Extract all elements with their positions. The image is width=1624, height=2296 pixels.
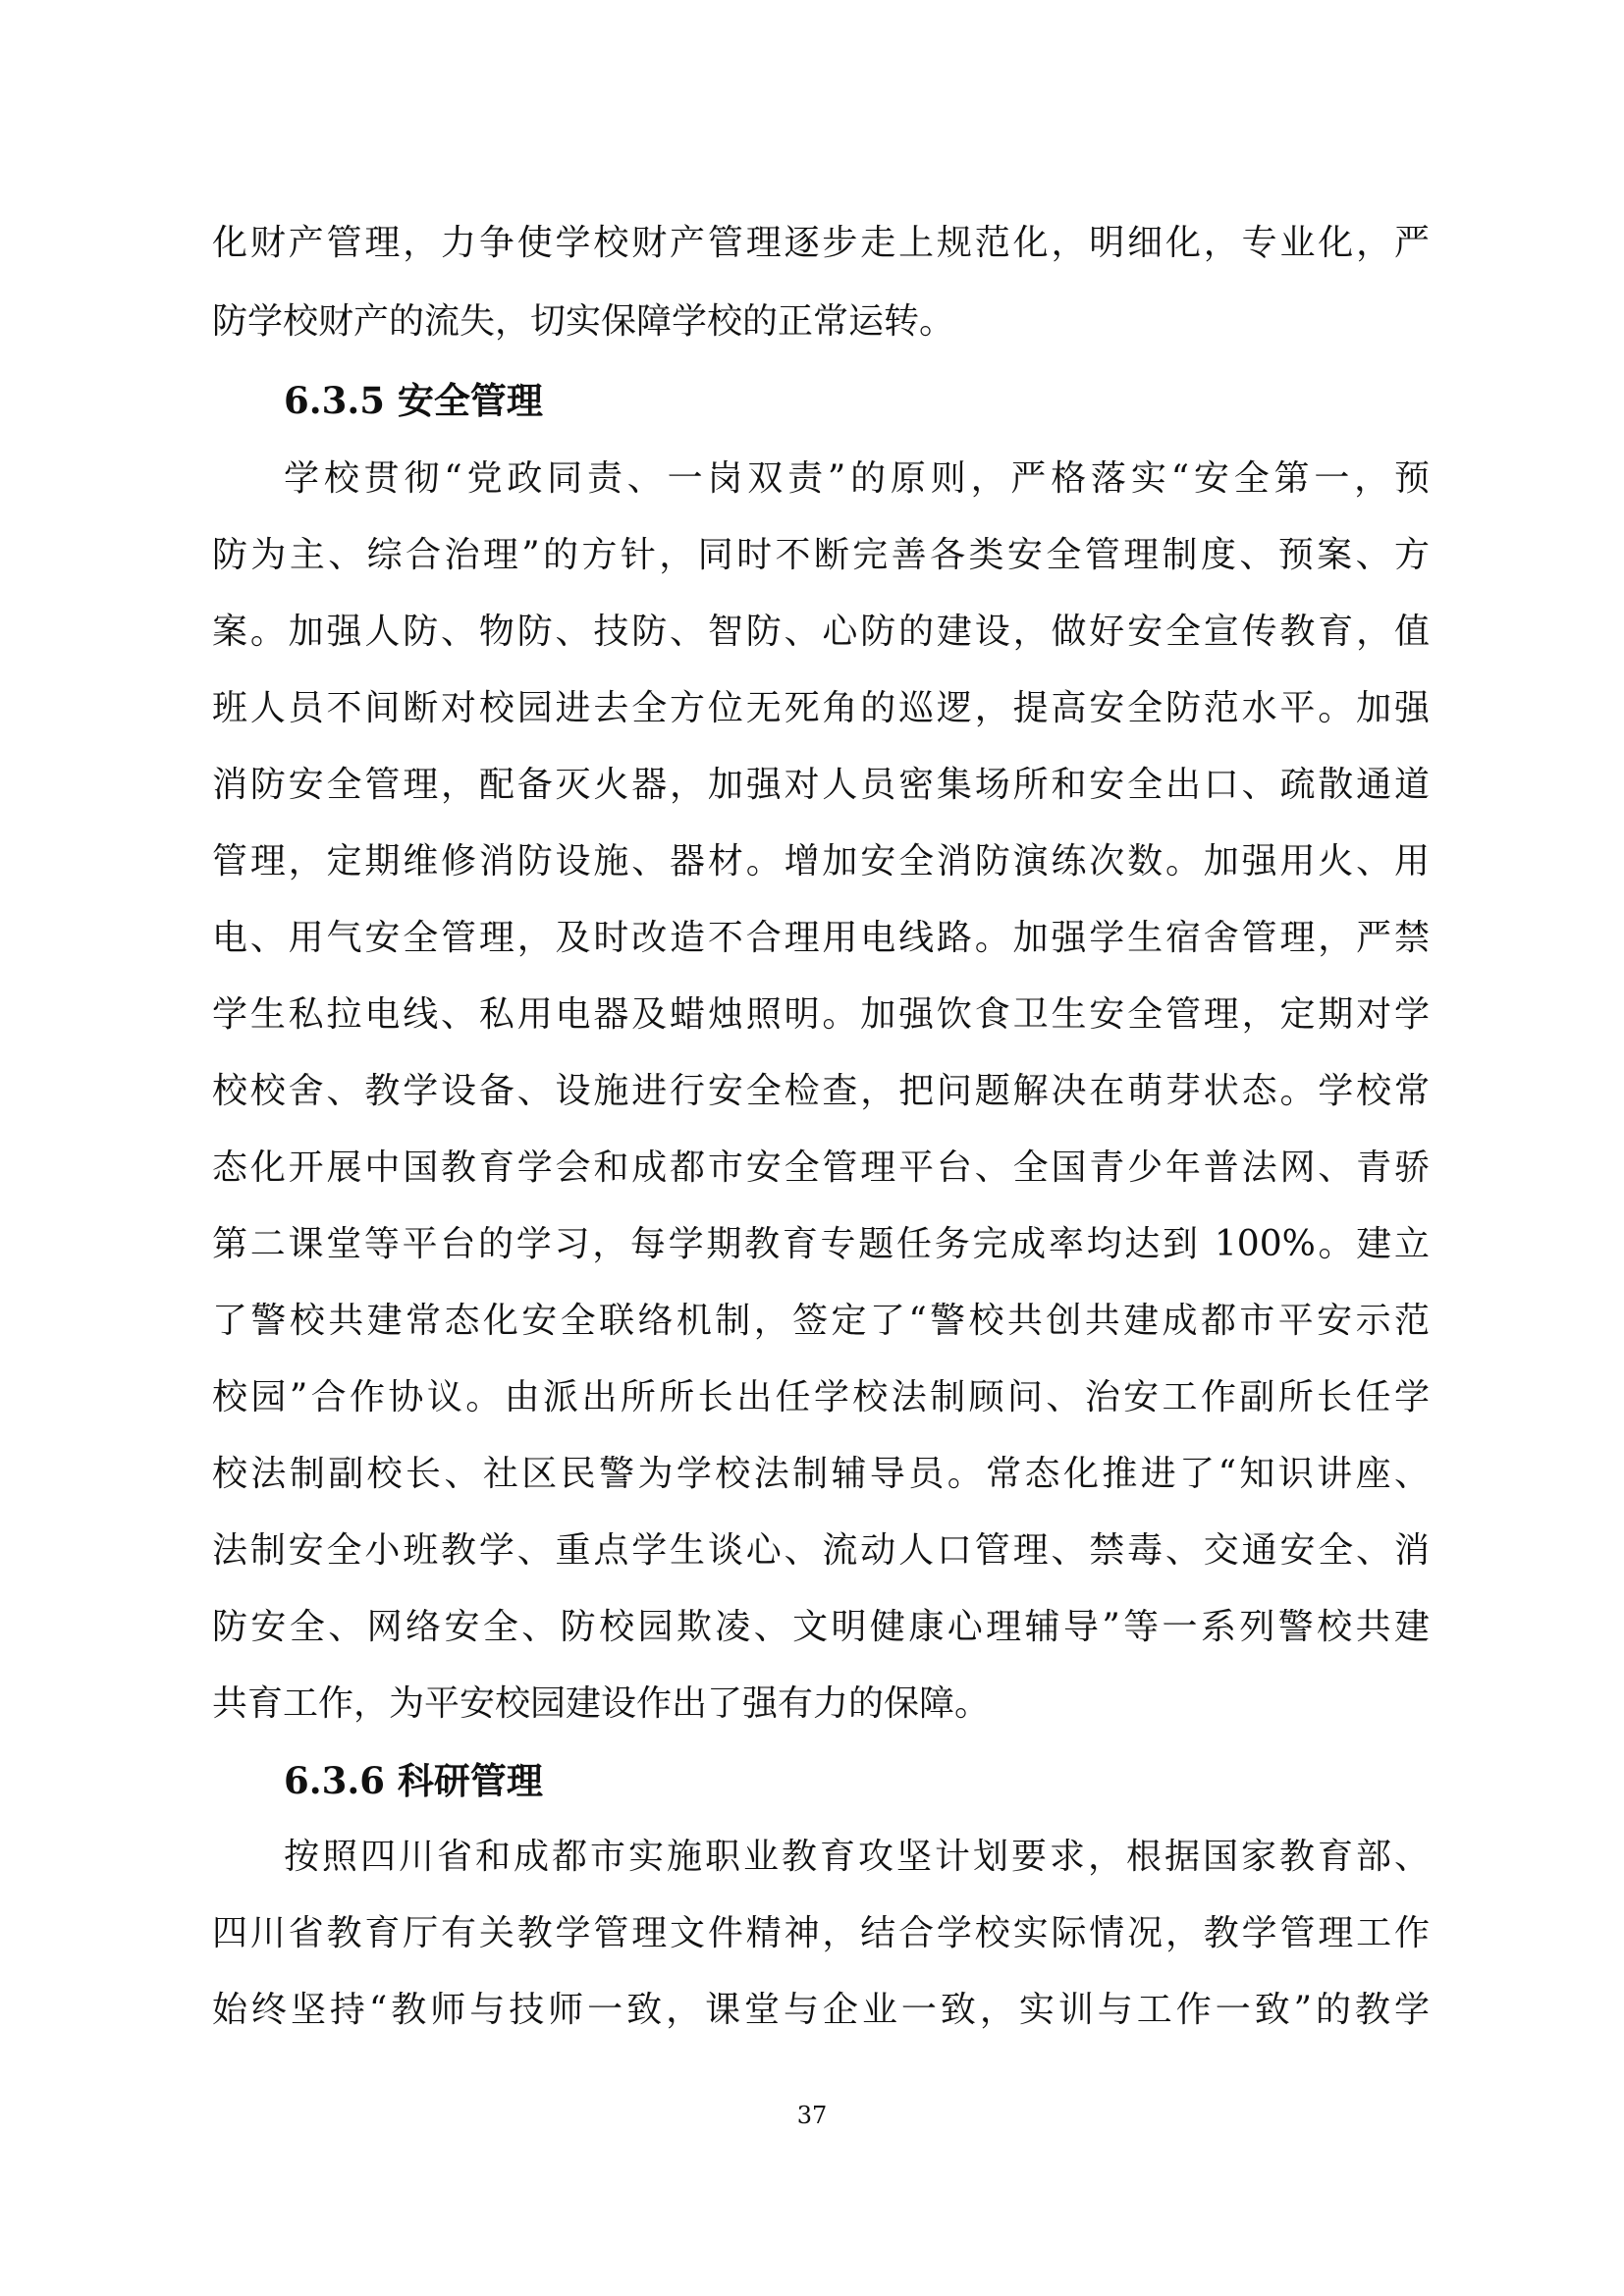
- paragraph-line: 电、用气安全管理，及时改造不合理用电线路。加强学生宿舍管理，严禁: [212, 918, 1430, 958]
- page-number: 37: [796, 2102, 828, 2129]
- paragraph-line: 防学校财产的流失，切实保障学校的正常运转。: [212, 301, 955, 342]
- paragraph-line: 消防安全管理，配备灭火器，加强对人员密集场所和安全出口、疏散通道: [212, 765, 1430, 805]
- section-heading-6-3-6: 6.3.6 科研管理: [284, 1759, 543, 1802]
- paragraph-line: 防为主、综合治理”的方针，同时不断完善各类安全管理制度、预案、方: [212, 535, 1430, 575]
- paragraph-line: 学校贯彻“党政同责、一岗双责”的原则，严格落实“安全第一，预: [284, 458, 1430, 499]
- paragraph-line: 了警校共建常态化安全联络机制，签定了“警校共创共建成都市平安示范: [212, 1301, 1430, 1341]
- paragraph-line: 法制安全小班教学、重点学生谈心、流动人口管理、禁毒、交通安全、消: [212, 1530, 1430, 1571]
- paragraph-line: 校校舍、教学设备、设施进行安全检查，把问题解决在萌芽状态。学校常: [212, 1071, 1430, 1111]
- paragraph-line: 校园”合作协议。由派出所所长出任学校法制顾问、治安工作副所长任学: [212, 1377, 1430, 1417]
- paragraph-line: 第二课堂等平台的学习，每学期教育专题任务完成率均达到 100%。建立: [212, 1224, 1430, 1264]
- paragraph-line: 案。加强人防、物防、技防、智防、心防的建设，做好安全宣传教育，值: [212, 612, 1430, 652]
- paragraph-line: 共育工作，为平安校园建设作出了强有力的保障。: [212, 1683, 991, 1724]
- paragraph-line: 始终坚持“教师与技师一致，课堂与企业一致，实训与工作一致”的教学: [212, 1990, 1430, 2030]
- paragraph-line: 化财产管理，力争使学校财产管理逐步走上规范化，明细化，专业化，严: [212, 223, 1430, 263]
- paragraph-line: 管理，定期维修消防设施、器材。增加安全消防演练次数。加强用火、用: [212, 841, 1430, 881]
- paragraph-line: 学生私拉电线、私用电器及蜡烛照明。加强饮食卫生安全管理，定期对学: [212, 994, 1430, 1035]
- paragraph-line: 四川省教育厅有关教学管理文件精神，结合学校实际情况，教学管理工作: [212, 1913, 1430, 1953]
- paragraph-line: 班人员不间断对校园进去全方位无死角的巡逻，提高安全防范水平。加强: [212, 688, 1430, 728]
- paragraph-line: 防安全、网络安全、防校园欺凌、文明健康心理辅导”等一系列警校共建: [212, 1607, 1430, 1647]
- paragraph-line: 态化开展中国教育学会和成都市安全管理平台、全国青少年普法网、青骄: [212, 1148, 1430, 1188]
- paragraph-line: 校法制副校长、社区民警为学校法制辅导员。常态化推进了“知识讲座、: [212, 1454, 1430, 1494]
- section-heading-6-3-5: 6.3.5 安全管理: [284, 379, 543, 422]
- paragraph-line: 按照四川省和成都市实施职业教育攻坚计划要求，根据国家教育部、: [284, 1837, 1430, 1877]
